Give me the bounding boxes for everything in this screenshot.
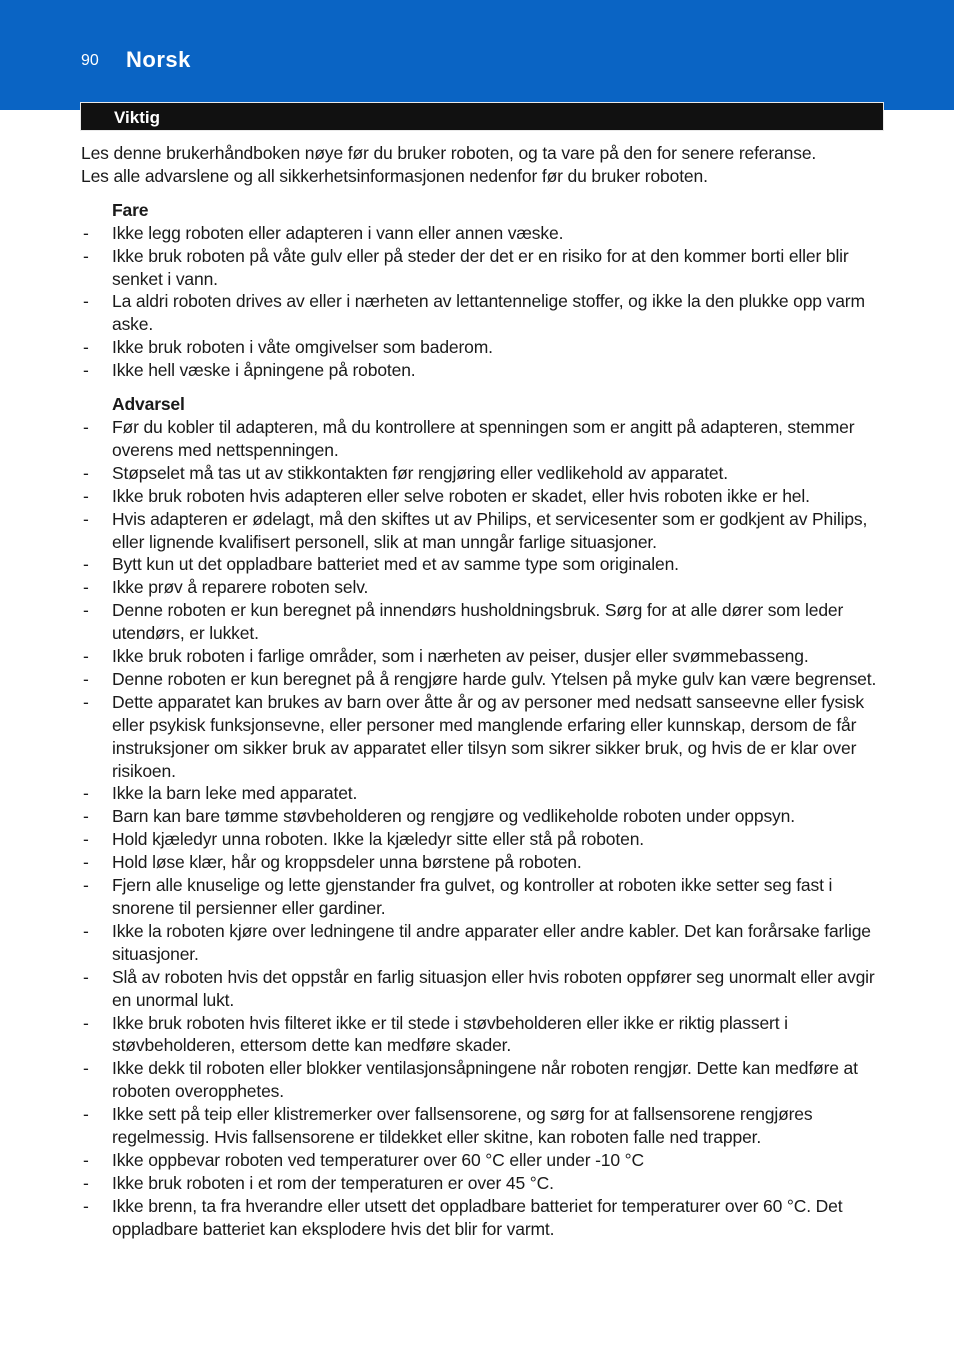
intro-line-1: Les denne brukerhåndboken nøye før du bruker roboten, og ta vare på den for senere referanse. — [81, 143, 817, 163]
list-item: - Støpselet må tas ut av stikkontakten før rengjøring eller vedlikehold av apparatet. — [81, 462, 887, 485]
list-item: - Ikke la roboten kjøre over ledningene til andre apparater eller andre kabler. Det kan forårsake farlige situasjoner. — [81, 920, 887, 966]
list-item: - Barn kan bare tømme støvbeholderen og rengjøre og vedlikeholde roboten under oppsyn. — [81, 805, 887, 828]
list-item: - Fjern alle knuselige og lette gjenstander fra gulvet, og kontroller at roboten ikke setter seg fast i snorene til persienner eller gardiner. — [81, 874, 887, 920]
list-item: - Ikke legg roboten eller adapteren i vann eller annen væske. — [81, 222, 887, 245]
list-item: - Ikke brenn, ta fra hverandre eller utsett det oppladbare batteriet for temperaturer over 60 °C. Det oppladbare batteriet kan eksplodere hvis det blir for varmt. — [81, 1195, 887, 1241]
list-item: - Ikke bruk roboten på våte gulv eller på steder der det er en risiko for at den kommer borti eller blir senket i vann. — [81, 245, 887, 291]
list-item: - Denne roboten er kun beregnet på innendørs husholdningsbruk. Sørg for at alle dører som leder utendørs, er lukket. — [81, 599, 887, 645]
section-title: Viktig — [114, 108, 160, 127]
section-bar — [80, 102, 884, 131]
content — [81, 142, 887, 1241]
list-item: - Ikke dekk til roboten eller blokker ventilasjonsåpningene når roboten rengjør. Dette kan medføre at roboten overopphetes. — [81, 1057, 887, 1103]
header-band — [0, 0, 954, 110]
advarsel-heading: Advarsel — [112, 394, 185, 415]
list-item: - Ikke sett på teip eller klistremerker over fallsensorene, og sørg for at fallsensorene rengjøres regelmessig. Hvis fallsensorene er tildekket eller skitne, kan roboten falle ned trapper. — [81, 1103, 887, 1149]
list-item: - Hold løse klær, hår og kroppsdeler unna børstene på roboten. — [81, 851, 887, 874]
list-item: - Slå av roboten hvis det oppstår en farlig situasjon eller hvis roboten oppfører seg unormalt eller avgir en unormal lukt. — [81, 966, 887, 1012]
advarsel-list — [81, 416, 887, 1241]
list-item: - Ikke bruk roboten i våte omgivelser som baderom. — [81, 336, 887, 359]
intro — [81, 142, 887, 188]
list-item: - Hold kjæledyr unna roboten. Ikke la kjæledyr sitte eller stå på roboten. — [81, 828, 887, 851]
intro-line-2: Les alle advarslene og all sikkerhetsinformasjonen nedenfor før du bruker roboten. — [81, 165, 708, 186]
list-item: - Ikke la barn leke med apparatet. — [81, 782, 887, 805]
list-item: - Ikke hell væske i åpningene på roboten. — [81, 359, 887, 382]
list-item: - Dette apparatet kan brukes av barn over åtte år og av personer med nedsatt sanseevne eller fysisk eller psykisk funksjonsevne, eller personer med manglende erfaring eller kunnskap, dersom de får instruksjoner om sikker bruk av apparatet eller tilsyn som sikrer sikker bruk, og hvis de er klar over risikoen. — [81, 691, 887, 783]
list-item: - Ikke bruk roboten hvis adapteren eller selve roboten er skadet, eller hvis roboten ikke er hel. — [81, 485, 887, 508]
list-item: - Ikke bruk roboten hvis filteret ikke er til stede i støvbeholderen eller ikke er riktig plassert i støvbeholderen, ettersom dette kan medføre skader. — [81, 1012, 887, 1058]
list-item: - Bytt kun ut det oppladbare batteriet med et av samme type som originalen. — [81, 553, 887, 576]
list-item: - Før du kobler til adapteren, må du kontrollere at spenningen som er angitt på adapteren, stemmer overens med nettspenningen. — [81, 416, 887, 462]
list-item: - Denne roboten er kun beregnet på å rengjøre harde gulv. Ytelsen på myke gulv kan være begrenset. — [81, 668, 887, 691]
list-item: - Ikke bruk roboten i et rom der temperaturen er over 45 °C. — [81, 1172, 887, 1195]
page-number: 90 — [81, 52, 99, 69]
fare-list — [81, 222, 887, 382]
list-item: - Ikke prøv å reparere roboten selv. — [81, 576, 887, 599]
list-item: - Ikke oppbevar roboten ved temperaturer over 60 °C eller under -10 °C — [81, 1149, 887, 1172]
list-item: - La aldri roboten drives av eller i nærheten av lettantennelige stoffer, og ikke la den plukke opp varm aske. — [81, 290, 887, 336]
list-item: - Ikke bruk roboten i farlige områder, som i nærheten av peiser, dusjer eller svømmebasseng. — [81, 645, 887, 668]
language-title: Norsk — [126, 47, 191, 72]
list-item: - Hvis adapteren er ødelagt, må den skiftes ut av Philips, et servicesenter som er godkjent av Philips, eller lignende kvalifisert personell, slik at man unngår farlige situasjoner. — [81, 508, 887, 554]
fare-heading: Fare — [112, 199, 149, 220]
